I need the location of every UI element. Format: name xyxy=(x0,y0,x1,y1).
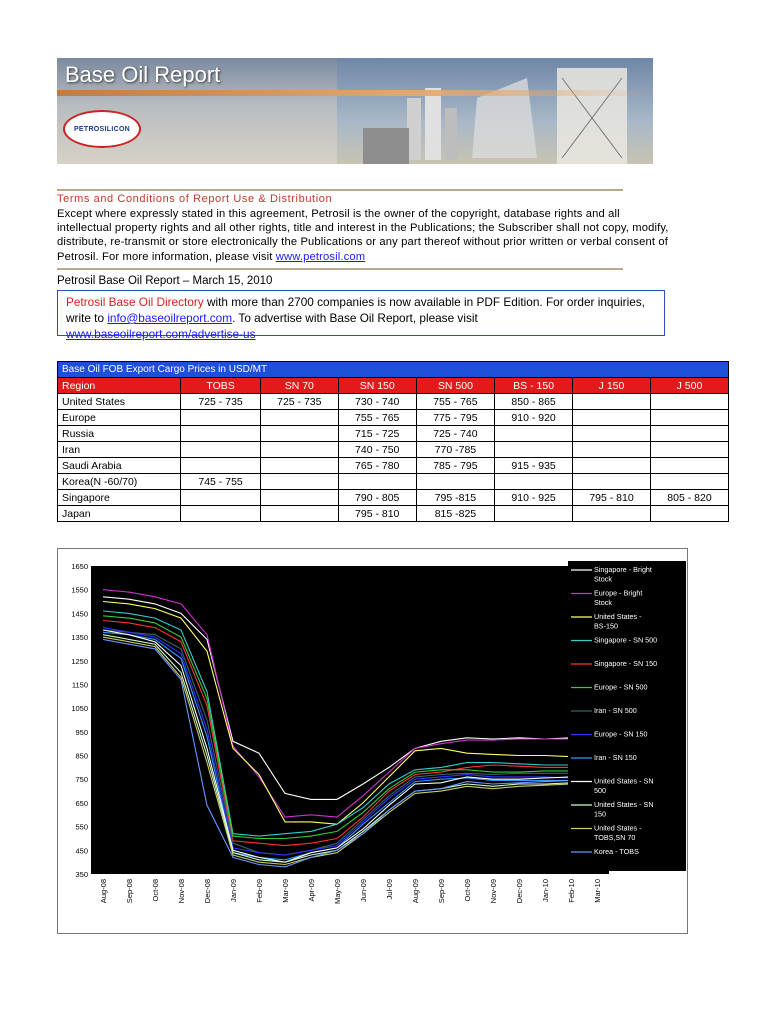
legend-label: Europe - Bright Stock xyxy=(594,588,643,607)
legend-label: United States - SN 500 xyxy=(594,776,654,795)
price-cell xyxy=(260,458,338,474)
region-cell: United States xyxy=(58,394,181,410)
column-header: BS - 150 xyxy=(495,378,573,394)
table-header-row xyxy=(58,378,729,394)
price-cell: 795 -815 xyxy=(416,490,494,506)
legend-label: Singapore - SN 500 xyxy=(594,635,658,645)
price-cell xyxy=(260,490,338,506)
column-header: SN 150 xyxy=(338,378,416,394)
petrosil-link[interactable]: www.petrosil.com xyxy=(275,250,366,263)
x-tick-label: Jul-09 xyxy=(385,879,394,900)
y-tick-label: 1450 xyxy=(71,609,88,619)
price-cell xyxy=(181,442,261,458)
banner-title: Base Oil Report xyxy=(65,62,221,87)
x-tick-label: Oct-08 xyxy=(151,879,160,902)
x-tick-label: May-09 xyxy=(333,879,342,905)
price-cell xyxy=(650,458,728,474)
x-tick-label: Nov-09 xyxy=(489,879,498,904)
y-tick-label: 550 xyxy=(75,822,88,832)
price-cell xyxy=(495,442,573,458)
price-cell: 795 - 810 xyxy=(338,506,416,522)
price-cell xyxy=(650,410,728,426)
price-cell: 740 - 750 xyxy=(338,442,416,458)
table-row xyxy=(58,490,729,506)
logo-text: PETROSILICON xyxy=(73,125,131,133)
price-cell xyxy=(650,474,728,490)
price-cell xyxy=(181,506,261,522)
price-cell: 850 - 865 xyxy=(495,394,573,410)
column-header: TOBS xyxy=(181,378,261,394)
legend-label: United States -TOBS,SN 70 xyxy=(594,823,642,842)
y-tick-label: 1550 xyxy=(71,585,88,595)
terms-title: Terms and Conditions of Report Use & Distribution xyxy=(57,193,333,205)
x-tick-label: Aug-09 xyxy=(411,879,420,904)
price-cell: 805 - 820 xyxy=(650,490,728,506)
y-tick-label: 650 xyxy=(75,798,88,808)
price-cell xyxy=(573,474,651,490)
table-row xyxy=(58,506,729,522)
x-tick-label: Sep-09 xyxy=(437,879,446,904)
price-cell xyxy=(650,506,728,522)
table-row xyxy=(58,426,729,442)
y-tick-label: 1050 xyxy=(71,704,88,714)
x-tick-label: Mar-09 xyxy=(281,879,290,903)
x-tick-label: Sep-08 xyxy=(125,879,134,904)
table-row xyxy=(58,410,729,426)
legend-label: Iran - SN 150 xyxy=(594,753,637,762)
legend-label: United States -BS-150 xyxy=(594,612,642,631)
chart-svg xyxy=(58,549,687,933)
price-cell xyxy=(260,426,338,442)
y-tick-label: 1650 xyxy=(71,562,88,571)
x-tick-label: Mar-10 xyxy=(593,879,602,903)
table-caption: Base Oil FOB Export Cargo Prices in USD/MT xyxy=(58,362,729,378)
price-cell xyxy=(416,474,494,490)
price-cell xyxy=(260,410,338,426)
region-cell: Saudi Arabia xyxy=(58,458,181,474)
price-cell xyxy=(495,506,573,522)
price-cell xyxy=(650,442,728,458)
legend-label: Singapore - SN 150 xyxy=(594,659,658,668)
report-title: Petrosil Base Oil Report – March 15, 2010 xyxy=(57,275,273,287)
y-tick-label: 1150 xyxy=(71,680,88,690)
x-tick-label: Feb-10 xyxy=(567,879,576,903)
region-cell: Europe xyxy=(58,410,181,426)
region-cell: Singapore xyxy=(58,490,181,506)
directory-promo-box xyxy=(57,290,665,341)
region-cell: Iran xyxy=(58,442,181,458)
price-cell: 755 - 765 xyxy=(416,394,494,410)
x-tick-label: Dec-08 xyxy=(203,879,212,904)
price-cell: 915 - 935 xyxy=(495,458,573,474)
legend-label: United States - SN 150 xyxy=(594,800,654,819)
column-header: SN 500 xyxy=(416,378,494,394)
terms-text: Except where expressly stated in this agreement, Petrosil is the owner of the copyright, database rights and all intellectual property rights and all other rights, title and interest in the Publications; the Subscriber shall not copy, modify, distribute, re-transmit or store electronically the Publications or any part thereof without prior written or verbal consent of Petrosil. For more information, please visit xyxy=(57,208,669,263)
legend-label: Europe - SN 500 xyxy=(594,682,648,692)
legend-label: Singapore - Bright Stock xyxy=(594,565,652,584)
x-tick-label: Dec-09 xyxy=(515,879,524,904)
region-cell: Russia xyxy=(58,426,181,442)
divider-bottom xyxy=(57,268,623,270)
price-chart xyxy=(57,548,688,934)
price-table xyxy=(57,361,729,522)
price-cell: 785 - 795 xyxy=(416,458,494,474)
x-tick-label: Jun-09 xyxy=(359,879,368,902)
price-cell xyxy=(573,458,651,474)
x-tick-label: Oct-09 xyxy=(463,879,472,902)
price-cell xyxy=(495,426,573,442)
price-cell: 815 -825 xyxy=(416,506,494,522)
y-tick-label: 850 xyxy=(75,751,88,761)
price-cell: 775 - 795 xyxy=(416,410,494,426)
x-tick-label: Nov-08 xyxy=(177,879,186,904)
price-cell xyxy=(573,506,651,522)
column-header: Region xyxy=(58,378,181,394)
price-cell xyxy=(260,474,338,490)
table-row xyxy=(58,394,729,410)
price-cell xyxy=(495,474,573,490)
region-cell: Korea(N -60/70) xyxy=(58,474,181,490)
x-tick-label: Apr-09 xyxy=(307,879,316,902)
table-row xyxy=(58,474,729,490)
y-tick-label: 1350 xyxy=(71,633,88,643)
promo-text-2: . To advertise with Base Oil Report, please visit xyxy=(232,311,478,325)
table-row xyxy=(58,458,729,474)
price-cell: 715 - 725 xyxy=(338,426,416,442)
advertise-link[interactable]: www.baseoilreport.com/advertise-us xyxy=(66,327,256,341)
x-tick-label: Aug-08 xyxy=(99,879,108,904)
directory-name: Petrosil Base Oil Directory xyxy=(66,295,204,309)
y-tick-label: 450 xyxy=(75,846,88,856)
price-cell xyxy=(338,474,416,490)
price-cell xyxy=(573,410,651,426)
y-tick-label: 1250 xyxy=(71,656,88,666)
banner-accent-bar xyxy=(57,90,653,96)
price-cell: 795 - 810 xyxy=(573,490,651,506)
terms-body xyxy=(57,207,677,264)
price-cell xyxy=(573,394,651,410)
price-cell xyxy=(573,426,651,442)
x-tick-label: Jan-10 xyxy=(541,879,550,902)
price-cell xyxy=(573,442,651,458)
legend-label: Korea - TOBS xyxy=(594,847,639,856)
email-link[interactable]: info@baseoilreport.com xyxy=(107,311,233,325)
price-cell: 910 - 920 xyxy=(495,410,573,426)
price-cell xyxy=(260,506,338,522)
price-cell: 765 - 780 xyxy=(338,458,416,474)
price-cell xyxy=(650,426,728,442)
price-cell: 725 - 735 xyxy=(260,394,338,410)
price-cell xyxy=(650,394,728,410)
legend-label: Europe - SN 150 xyxy=(594,729,648,739)
price-cell: 745 - 755 xyxy=(181,474,261,490)
price-cell: 725 - 735 xyxy=(181,394,261,410)
price-cell: 755 - 765 xyxy=(338,410,416,426)
price-cell: 730 - 740 xyxy=(338,394,416,410)
x-tick-label: Feb-09 xyxy=(255,879,264,903)
price-cell xyxy=(181,458,261,474)
column-header: J 150 xyxy=(573,378,651,394)
legend-label: Iran - SN 500 xyxy=(594,706,637,715)
price-cell xyxy=(181,410,261,426)
price-cell xyxy=(181,426,261,442)
column-header: SN 70 xyxy=(260,378,338,394)
y-tick-label: 750 xyxy=(75,775,88,785)
price-cell: 790 - 805 xyxy=(338,490,416,506)
table-row xyxy=(58,442,729,458)
price-cell: 910 - 925 xyxy=(495,490,573,506)
price-cell xyxy=(181,490,261,506)
x-tick-label: Jan-09 xyxy=(229,879,238,902)
y-tick-label: 350 xyxy=(75,870,88,879)
table-body xyxy=(58,394,729,522)
price-cell: 770 -785 xyxy=(416,442,494,458)
price-cell xyxy=(260,442,338,458)
report-banner xyxy=(57,58,653,164)
divider-top xyxy=(57,189,623,191)
price-cell: 725 - 740 xyxy=(416,426,494,442)
region-cell: Japan xyxy=(58,506,181,522)
y-tick-label: 950 xyxy=(75,727,88,737)
petrosilicon-logo xyxy=(63,110,141,148)
promo-text-1: with more than 2700 companies is now available in PDF Edition. For order inquiries, write to xyxy=(66,295,645,325)
column-header: J 500 xyxy=(650,378,728,394)
